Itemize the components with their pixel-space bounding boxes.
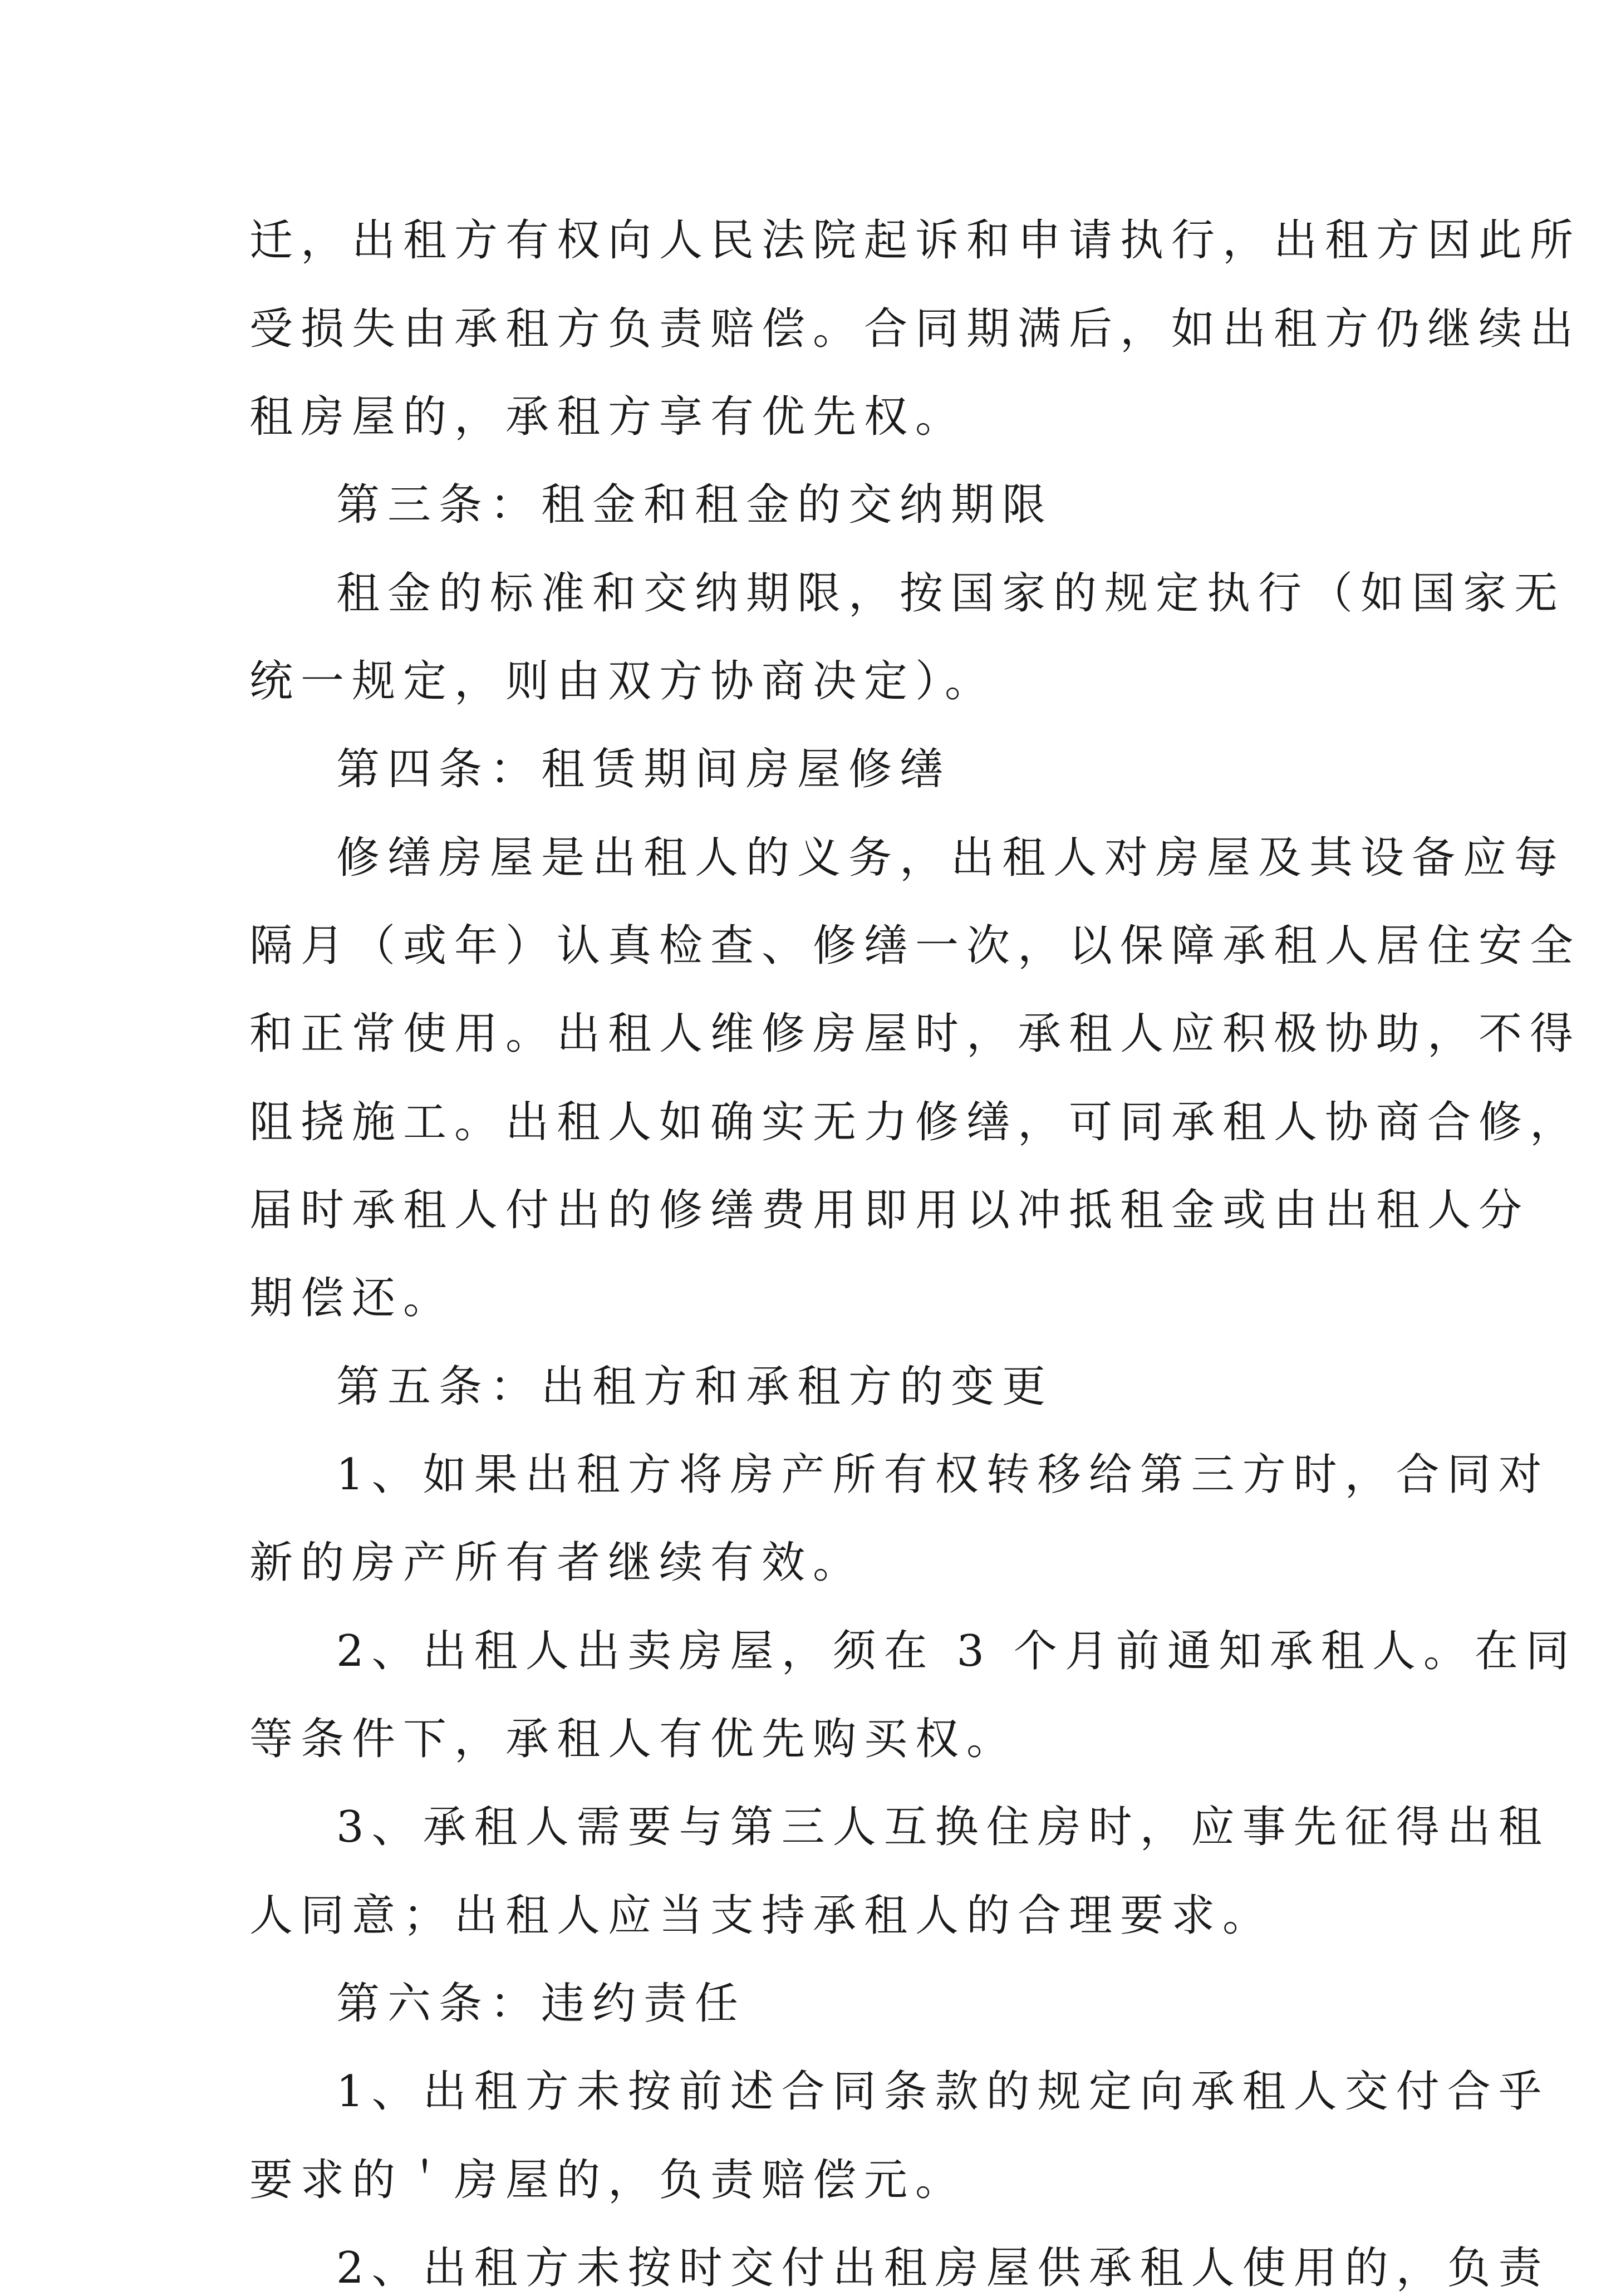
- text-line: 2、出租方未按时交付出租房屋供承租人使用的，负责: [336, 2243, 1550, 2293]
- section-heading: 第三条：租金和租金的交纳期限: [336, 480, 1054, 530]
- text-line: 人同意；出租人应当支持承租人的合理要求。: [249, 1891, 1274, 1941]
- text-line: 届时承租人付出的修缮费用即用以冲抵租金或由出租人分: [249, 1185, 1530, 1235]
- text-line: 租金的标准和交纳期限，按国家的规定执行（如国家无: [336, 568, 1566, 619]
- text-line: 和正常使用。出租人维修房屋时，承租人应积极协助，不得: [249, 1009, 1581, 1059]
- text-line: 租房屋的，承租方享有优先权。: [249, 392, 967, 442]
- section-heading: 第五条：出租方和承租方的变更: [336, 1362, 1054, 1412]
- text-line: 受损失由承租方负责赔偿。合同期满后，如出租方仍继续出: [249, 304, 1581, 354]
- section-heading: 第四条：租赁期间房屋修缮: [336, 744, 951, 794]
- text-line: 迁，出租方有权向人民法院起诉和申请执行，出租方因此所: [249, 215, 1581, 266]
- text-line: 隔月（或年）认真检查、修缮一次，以保障承租人居住安全: [249, 921, 1581, 971]
- section-heading: 第六条：违约责任: [336, 1979, 746, 2029]
- text-line: 要求的＇房屋的，负责赔偿元。: [249, 2155, 967, 2205]
- text-line: 修缮房屋是出租人的义务，出租人对房屋及其设备应每: [336, 833, 1566, 883]
- text-line: 1、出租方未按前述合同条款的规定向承租人交付合乎: [336, 2067, 1550, 2117]
- text-line: 1、如果出租方将房产所有权转移给第三方时，合同对: [336, 1450, 1550, 1500]
- text-line: 等条件下，承租人有优先购买权。: [249, 1714, 1018, 1764]
- text-line: 统一规定，则由双方协商决定）。: [249, 656, 996, 707]
- text-line: 2、出租人出卖房屋，须在 3 个月前通知承租人。在同: [336, 1626, 1577, 1676]
- text-line: 阻挠施工。出租人如确实无力修缮，可同承租人协商合修，: [249, 1097, 1581, 1147]
- text-line: 新的房产所有者继续有效。: [249, 1538, 865, 1588]
- text-line: 期偿还。: [249, 1273, 455, 1323]
- text-line: 3、承租人需要与第三人互换住房时，应事先征得出租: [336, 1802, 1550, 1852]
